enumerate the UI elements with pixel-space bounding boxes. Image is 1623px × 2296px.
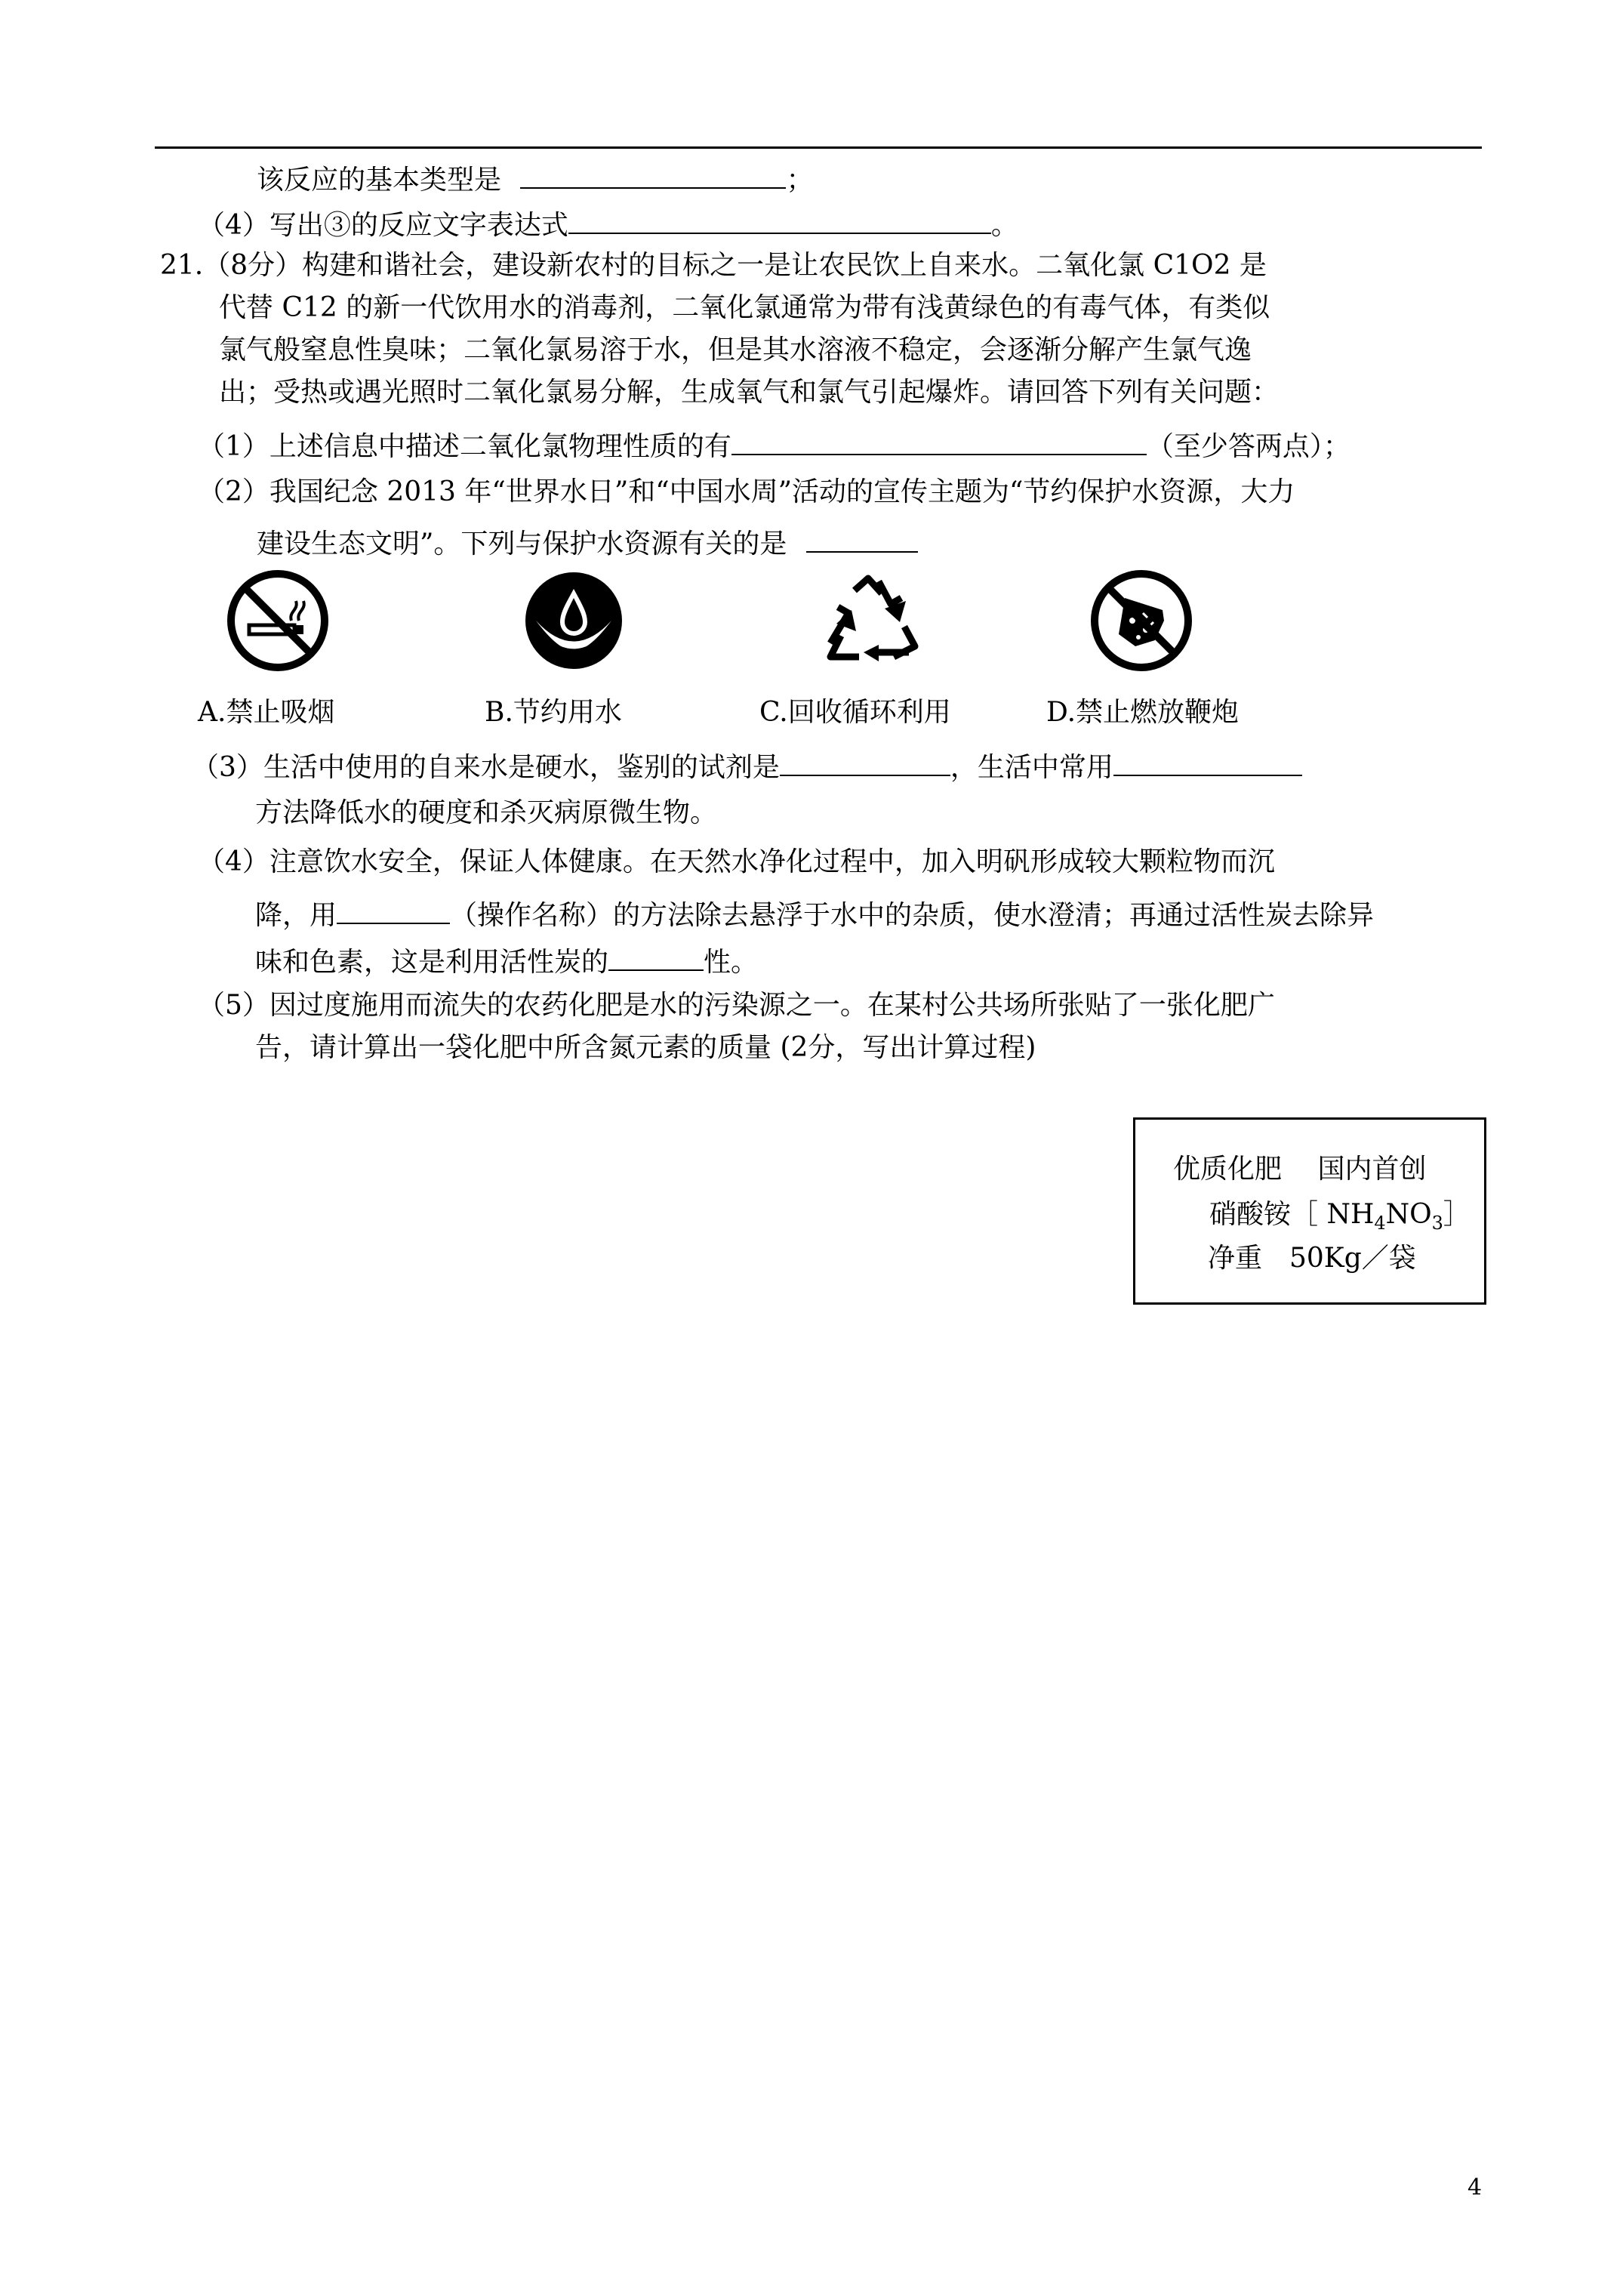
q21-part2-line1: （2）我国纪念 2013 年“世界水日”和“中国水周”活动的宣传主题为“节约保护水资源，大力 <box>198 476 1295 507</box>
q21-part5-line2: 告，请计算出一袋化肥中所含氮元素的质量 (2分，写出计算过程) <box>255 1032 1036 1063</box>
recycle-icon <box>815 568 921 673</box>
q20-reaction-type-line: 该反应的基本类型是 ； <box>257 160 813 197</box>
q21-intro-line3: 氯气般窒息性臭味；二氧化氯易溶于水，但是其水溶液不稳定，会逐渐分解产生氯气逸 <box>219 334 1252 365</box>
reaction-type-blank[interactable] <box>520 160 786 189</box>
no-smoking-icon <box>225 568 331 673</box>
option-c-label: C.回收循环利用 <box>759 697 951 728</box>
activated-carbon-property-blank[interactable] <box>608 942 704 971</box>
q20-part4-line: （4）写出③的反应文字表达式 。 <box>198 205 1018 242</box>
q21-part3-line2: 方法降低水的硬度和杀灭病原微生物。 <box>255 797 718 828</box>
softening-method-blank[interactable] <box>1113 747 1302 776</box>
q21-intro-line1: 21.（8分）构建和谐社会，建设新农村的目标之一是让农民饮上自来水。二氧化氯 C1O2 是 <box>160 250 1267 281</box>
option-b-label: B.节约用水 <box>485 697 622 728</box>
q21-part5-line1: （5）因过度施用而流失的农药化肥是水的污染源之一。在某村公共场所张贴了一张化肥广 <box>198 990 1275 1021</box>
ad-product-formula: 硝酸铵［ $NH_4NO_3]$ <box>1209 1199 1471 1234</box>
hard-water-reagent-blank[interactable] <box>780 747 950 776</box>
word-equation-blank[interactable] <box>568 205 991 234</box>
option-a-label: A.禁止吸烟 <box>198 697 335 728</box>
q21-part4-line2: 降，用 （操作名称）的方法除去悬浮于水中的杂质，使水澄清；再通过活性炭去除异 <box>255 895 1374 932</box>
q21-part1-line: （1）上述信息中描述二氧化氯物理性质的有 （至少答两点）； <box>198 427 1350 464</box>
q21-part2-line2: 建设生态文明”。下列与保护水资源有关的是 <box>257 524 918 561</box>
page-number: 4 <box>1467 2174 1483 2201</box>
fertilizer-ad-box <box>1133 1117 1486 1305</box>
water-protection-answer-blank[interactable] <box>806 524 918 553</box>
operation-name-blank[interactable] <box>337 895 450 924</box>
q21-part3-line1: （3）生活中使用的自来水是硬水，鉴别的试剂是 ，生活中常用 <box>192 747 1302 784</box>
q21-part4-line1: （4）注意饮水安全，保证人体健康。在天然水净化过程中，加入明矾形成较大颗粒物而沉 <box>198 846 1275 877</box>
q21-intro-line4: 出；受热或遇光照时二氧化氯易分解，生成氧气和氯气引起爆炸。请回答下列有关问题： <box>219 377 1280 408</box>
q21-part4-line3: 味和色素，这是利用活性炭的 性。 <box>255 942 758 979</box>
ad-net-weight: 净重 50Kg／袋 <box>1208 1243 1416 1274</box>
physical-property-blank[interactable] <box>731 427 1147 455</box>
no-firecrackers-icon <box>1089 568 1194 673</box>
q21-intro-line2: 代替 C12 的新一代饮用水的消毒剂，二氧化氯通常为带有浅黄绿色的有毒气体，有类似 <box>219 292 1270 323</box>
ad-headline: 优质化肥 国内首创 <box>1173 1154 1427 1185</box>
water-saving-icon <box>521 568 627 673</box>
option-d-label: D.禁止燃放鞭炮 <box>1046 697 1240 728</box>
header-rule <box>155 146 1482 149</box>
